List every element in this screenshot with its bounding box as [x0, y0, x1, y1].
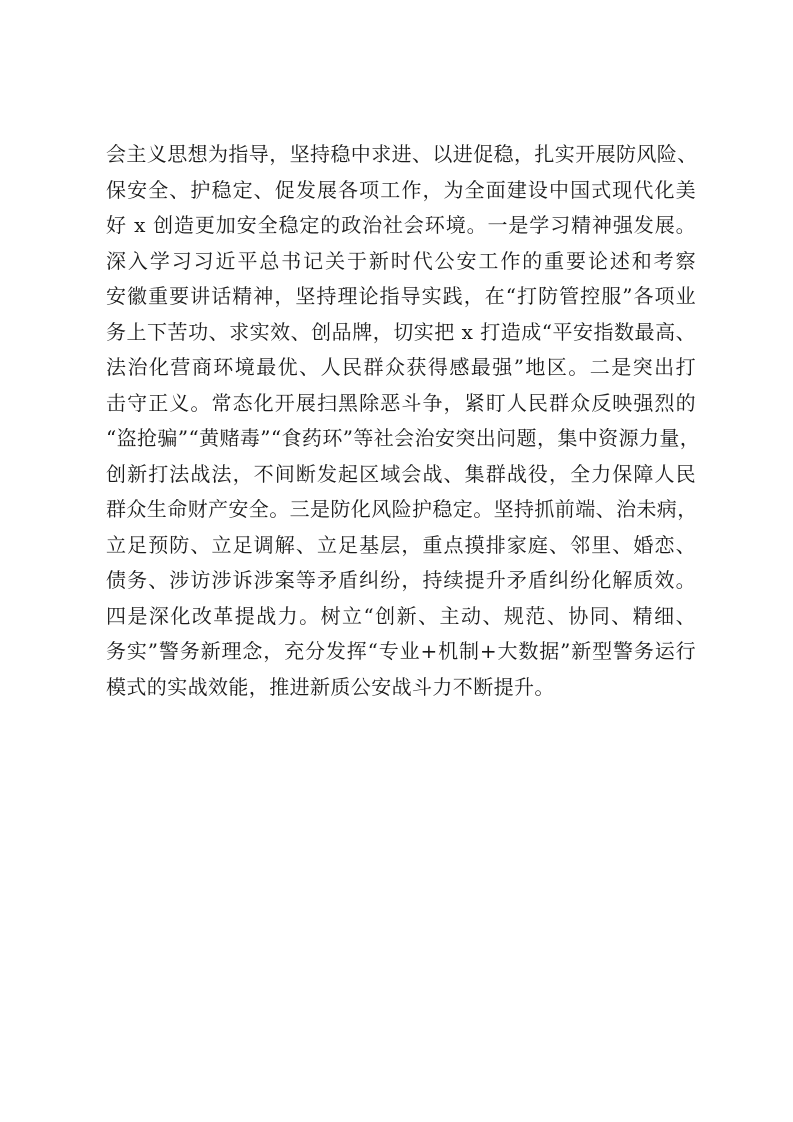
- text-line: 法治化营商环境最优、人民群众获得感最强”地区。二是突出打: [106, 355, 696, 379]
- body-paragraph: [106, 137, 701, 705]
- text-line: 会主义思想为指导，坚持稳中求进、以进促稳，扎实开展防风险、: [106, 142, 698, 166]
- text-line: 群众生命财产安全。三是防化风险护稳定。坚持抓前端、治未病，: [106, 497, 698, 521]
- text-line: 安徽重要讲话精神，坚持理论指导实践，在“打防管控服”各项业: [106, 284, 696, 308]
- text-line: 四是深化改革提战力。树立“创新、主动、规范、协同、精细、: [106, 603, 696, 628]
- text-line: 务上下苦功、求实效、创品牌，切实把 x 打造成“平安指数最高、: [106, 319, 696, 344]
- text-line: 好 x 创造更加安全稳定的政治社会环境。一是学习精神强发展。: [106, 213, 696, 237]
- text-line: 模式的实战效能，推进新质公安战斗力不断提升。: [106, 674, 555, 699]
- text-line: 创新打法战法，不间断发起区域会战、集群战役，全力保障人民: [106, 461, 696, 486]
- text-line: 务实”警务新理念，充分发挥“专业+机制+大数据”新型警务运行: [106, 639, 696, 663]
- text-line: 债务、涉访涉诉涉案等矛盾纠纷，持续提升矛盾纠纷化解质效。: [106, 568, 696, 592]
- text-line: “盗抢骗”“黄赌毒”“食药环”等社会治安突出问题，集中资源力量，: [106, 426, 701, 450]
- text-line: 立足预防、立足调解、立足基层，重点摸排家庭、邻里、婚恋、: [106, 532, 696, 557]
- text-line: 保安全、护稳定、促发展各项工作，为全面建设中国式现代化美: [106, 177, 696, 202]
- text-line: 击守正义。常态化开展扫黑除恶斗争，紧盯人民群众反映强烈的: [106, 390, 696, 415]
- text-line: 深入学习习近平总书记关于新时代公安工作的重要论述和考察: [106, 248, 696, 273]
